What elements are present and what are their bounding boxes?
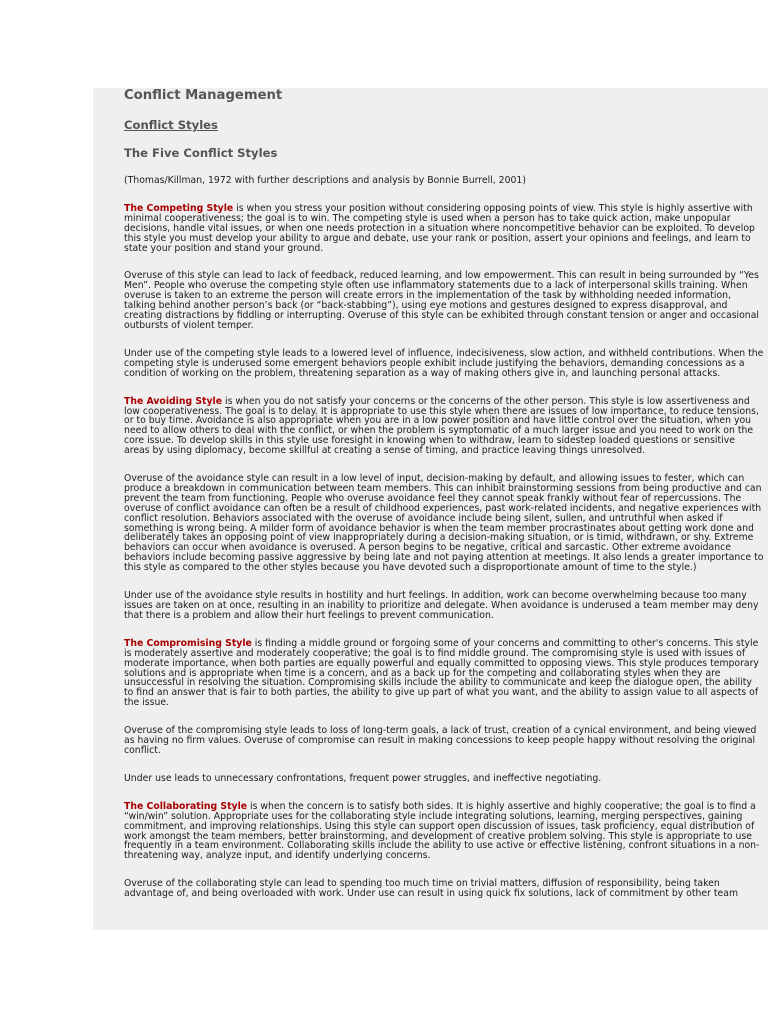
line-text: Overuse of the collaborating style can lead to spending too much time on trivial matters, diffusion of responsibility, being taken (124, 878, 720, 890)
line-text: the issue. (124, 697, 170, 709)
paragraph-line (124, 244, 768, 254)
style-term: The Avoiding Style (124, 395, 223, 407)
line-text: moderate importance, when both parties are equally powerful and equally committed to opposing views. This style produces temporary (124, 657, 759, 669)
style-term: The Competing Style (124, 202, 234, 214)
line-text: is when you stress your position without considering opposing points of view. This style is highly assertive with (233, 202, 753, 214)
paragraph (124, 879, 768, 899)
subsection-heading: The Five Conflict Styles (124, 146, 278, 160)
line-text: Under use of the competing style leads to a lowered level of influence, indecisiveness, slow action, and withheld contributions. When the (124, 347, 764, 359)
paragraph-line (124, 321, 768, 331)
line-text: behaviors can occur when avoidance is overused. A person begins to be negative, critical and sarcastic. Other extreme avoidance (124, 542, 731, 554)
line-text: is when you do not satisfy your concerns or the concerns of the other person. This style is low assertiveness and (222, 395, 750, 407)
document-page (93, 88, 768, 930)
line-text: is finding a middle ground or forgoing some of your concerns and committing to other's concerns. This style (251, 637, 759, 649)
paragraph-line (124, 563, 768, 573)
line-text: threatening way, analyze input, and identify underlying concerns. (124, 850, 431, 862)
line-text: issues are taken on at once, resulting in an inability to prioritize and delegate. When avoidance is underused a team member may deny (124, 600, 759, 611)
line-text: talking behind another person’s back (or “back-stabbing”), using eye motions and gestures designed to express disapproval, and (124, 300, 728, 312)
line-text: advantage of, and being overloaded with work. Under use can result in using quick fix solutions, lack of commitment by other team (124, 888, 739, 900)
style-term: The Compromising Style (124, 637, 252, 649)
line-text: Overuse of this style can lead to lack of feedback, reduced learning, and low empowerment. This can result in being surrounded by “Yes (124, 270, 759, 282)
line-text: minimal cooperativeness; the goal is to win. The competing style is used when a person has to take quick action, make unpopular (124, 212, 731, 224)
line-text: core issue. To develop skills in this style use foresight in knowing when to withdraw, learn to sidestep loaded questions or sensitive (124, 435, 735, 447)
line-text: conflict resolution. Behaviors associated with the overuse of avoidance include being silent, sullen, and untruthful when asked if (124, 512, 723, 524)
line-text: this style as compared to the other styles because you have devoted such a disproportionate amount of time to the style.) (124, 562, 697, 574)
paragraph (124, 474, 768, 573)
line-text: state your position and stand your ground. (124, 242, 324, 254)
paragraph (124, 639, 768, 708)
line-text: Men”. People who overuse the competing style often use inflammatory statements due to a lack of interpersonal skills training. When (124, 280, 748, 292)
line-text: low cooperativeness. The goal is to delay. It is appropriate to use this style when there are issues of low importance, to reduce tensions, (124, 405, 759, 417)
line-text: Under use of the avoidance style results in hostility and hurt feelings. In addition, work can become overwhelming because too many (124, 590, 747, 602)
line-text: is when the concern is to satisfy both sides. It is highly assertive and highly cooperative; the goal is to find a (247, 800, 756, 812)
line-text: condition of working on the problem, threatening separation as a way of making others give in, and launching personal attacks. (124, 367, 721, 379)
paragraph-line (124, 446, 768, 456)
line-text: solutions and is appropriate when time is a concern, and as a back up for the competing and collaborating styles when they are (124, 667, 721, 679)
line-text: “win/win” solution. Appropriate uses for the collaborating style include integrating solutions, learning, merging perspectives, gaining (124, 810, 743, 822)
line-text: decisions, handle vital issues, or when one needs protection in a situation where noncompetitive behavior can be exploited. To develop (124, 222, 755, 234)
document-content (124, 88, 768, 899)
line-text: behaviors include becoming passive aggressive by being late and not paying attention at meetings. It also lends a greater importance to (124, 552, 764, 564)
line-text: overuse is taken to an extreme the person will create errors in the implementation of the task by withholding needed information, (124, 290, 732, 302)
line-text: to find an answer that is fair to both parties, the ability to give up part of what you want, and the ability to assign value to all aspects of (124, 687, 759, 699)
line-text: as having no firm values. Overuse of compromise can result in making concessions to keep people happy without resolving the original (124, 735, 756, 747)
paragraph-line (124, 851, 768, 861)
line-text: overuse of conflict avoidance can often be a result of childhood experiences, past work-related incidents, and negative experiences with (124, 502, 762, 514)
line-text: creating distractions by fiddling or interrupting. Overuse of this style can be exhibited through constant tension or anger and occasional (124, 310, 759, 322)
paragraph-line (124, 746, 768, 756)
page-title: Conflict Management (124, 88, 283, 103)
paragraph (124, 726, 768, 756)
line-text: commitment, and improving relationships. Using this style can support open discussion of issues, task proficiency, equal distribution of (124, 820, 755, 832)
line-text: that there is a problem and allow their hurt feelings to prevent communication. (124, 609, 494, 621)
paragraph-line (124, 369, 768, 379)
paragraph (124, 774, 768, 784)
style-term: The Collaborating Style (124, 800, 248, 812)
line-text: this style you must develop your ability to argue and debate, use your rank or position, assert your opinions and feelings, and learn to (124, 232, 751, 244)
line-text: Under use leads to unnecessary confrontations, frequent power struggles, and ineffective negotiating. (124, 772, 602, 784)
line-text: produce a breakdown in communication between team members. This can inhibit brainstorming sessions from being productive and can (124, 482, 762, 494)
line-text: competing style is underused some emergent behaviors people exhibit include justifying the behaviors, demanding concessions as a (124, 357, 745, 369)
paragraph (124, 349, 768, 379)
line-text: need to allow others to deal with the conflict, or when the problem is symptomatic of a much larger issue and you need to work on the (124, 425, 754, 437)
paragraph (124, 802, 768, 861)
paragraph-line (124, 774, 768, 784)
line-text: frequently in a team environment. Collaborating skills include the ability to use active or effective listening, confront situations in a non- (124, 840, 760, 852)
citation: (Thomas/Killman, 1972 with further descriptions and analysis by Bonnie Burrell, 2001) (124, 175, 526, 186)
line-text: prevent the team from functioning. People who overuse avoidance feel they cannot speak frankly without fear of repercussions. The (124, 492, 742, 504)
line-text: or to buy time. Avoidance is also appropriate when you are in a low power position and have little control over the situation, when you (124, 415, 752, 427)
paragraph-line (124, 611, 768, 621)
paragraph (124, 204, 768, 254)
line-text: something is wrong being. A milder form of avoidance behavior is when the team member procrastinates about getting work done and (124, 522, 754, 534)
paragraph-line (124, 889, 768, 899)
line-text: work amongst the team members, better brainstorming, and development of creative problem solving. This style is appropriate to use (124, 830, 752, 842)
line-text: unsuccessful in resolving the situation. Compromising skills include the ability to communicate and keep the dialogue open, the ability (124, 677, 752, 689)
paragraph-line (124, 688, 768, 698)
line-text: deliberately takes an opposing point of view inappropriately during a decision-making situation, or is timid, withdrawn, or shy. Extreme (124, 532, 754, 544)
line-text: conflict. (124, 744, 161, 756)
paragraph-line (124, 698, 768, 708)
paragraph (124, 397, 768, 456)
paragraph-list (124, 204, 768, 899)
line-text: Overuse of the compromising style leads to loss of long-term goals, a lack of trust, creation of a cynical environment, and being viewed (124, 725, 757, 737)
section-heading[interactable]: Conflict Styles (124, 118, 218, 132)
paragraph-line (124, 736, 768, 746)
line-text: outbursts of violent temper. (124, 319, 254, 331)
line-text: is moderately assertive and moderately cooperative; the goal is to find middle ground. The compromising style is used with issues of (124, 647, 746, 659)
paragraph (124, 591, 768, 621)
paragraph (124, 271, 768, 330)
line-text: Overuse of the avoidance style can result in a low level of input, decision-making by default, and allowing issues to fester, which can (124, 473, 745, 485)
line-text: areas by using diplomacy, become skillful at creating a sense of timing, and practice leaving things unresolved. (124, 445, 646, 457)
